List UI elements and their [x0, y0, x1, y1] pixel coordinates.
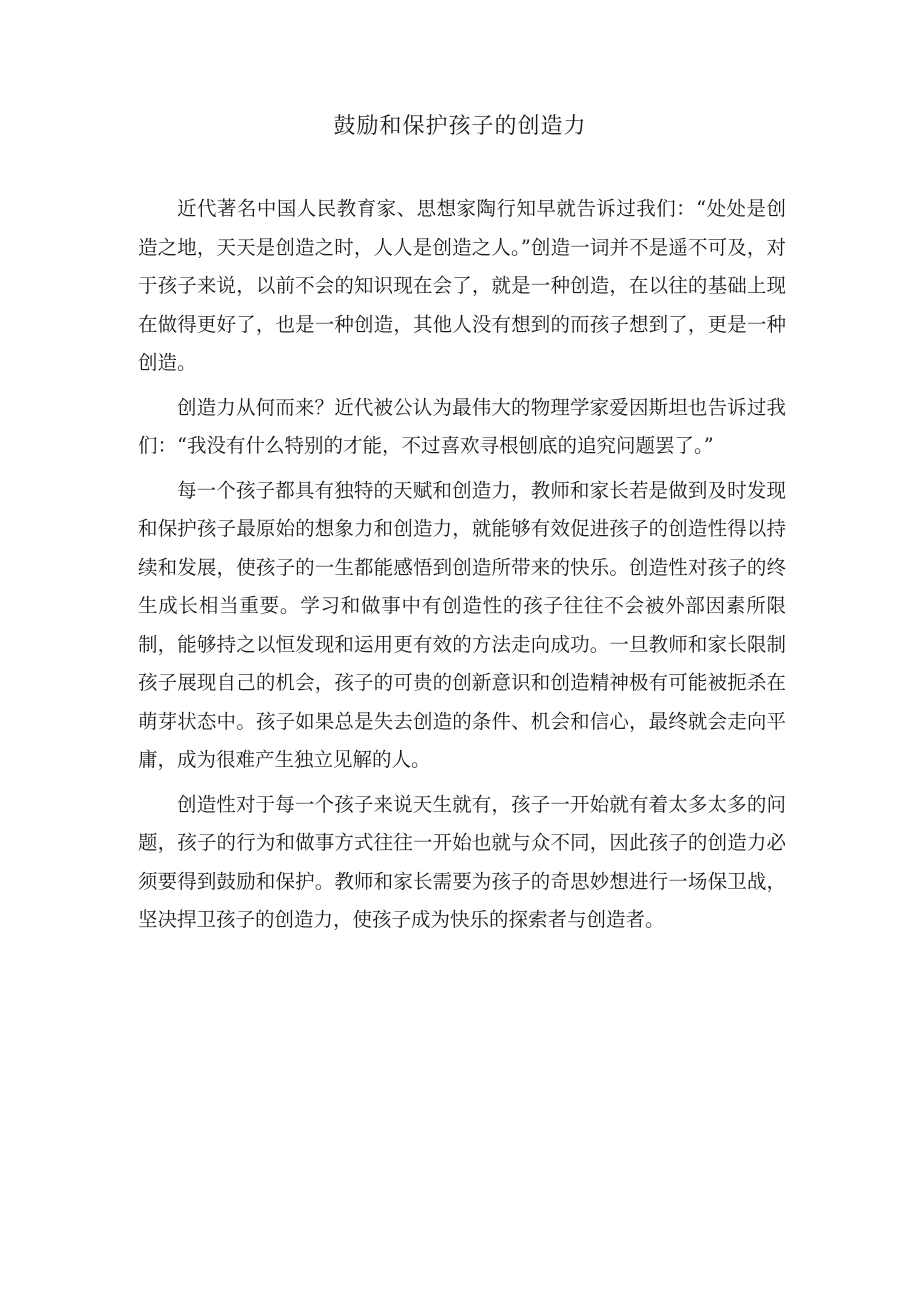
paragraph: 每一个孩子都具有独特的天赋和创造力，教师和家长若是做到及时发现和保护孩子最原始的想象力和创造力，就能够有效促进孩子的创造性得以持续和发展，使孩子的一生都能感悟到创造所带来的快乐。创造性对孩子的终生成长相当重要。学习和做事中有创造性的孩子往往不会被外部因素所限制，能够持之以恒发现和运用更有效的方法走向成功。一旦教师和家长限制孩子展现自己的机会，孩子的可贵的创新意识和创造精神极有可能被扼杀在萌芽状态中。孩子如果总是失去创造的条件、机会和信心，最终就会走向平庸，成为很难产生独立见解的人。	[138, 478, 786, 771]
document-body	[138, 190, 786, 946]
paragraph: 创造性对于每一个孩子来说天生就有，孩子一开始就有着太多太多的问题，孩子的行为和做事方式往往一开始也就与众不同，因此孩子的创造力必须要得到鼓励和保护。教师和家长需要为孩子的奇思妙想进行一场保卫战，坚决捍卫孩子的创造力，使孩子成为快乐的探索者与创造者。	[138, 792, 786, 931]
document-title: 鼓励和保护孩子的创造力	[333, 114, 587, 139]
paragraph: 创造力从何而来？近代被公认为最伟大的物理学家爱因斯坦也告诉过我们：“我没有什么特别的才能，不过喜欢寻根刨底的追究问题罢了。”	[138, 395, 786, 457]
paragraph: 近代著名中国人民教育家、思想家陶行知早就告诉过我们：“处处是创造之地，天天是创造之时，人人是创造之人。”创造一词并不是遥不可及，对于孩子来说，以前不会的知识现在会了，就是一种创造，在以往的基础上现在做得更好了，也是一种创造，其他人没有想到的而孩子想到了，更是一种创造。	[138, 197, 786, 374]
